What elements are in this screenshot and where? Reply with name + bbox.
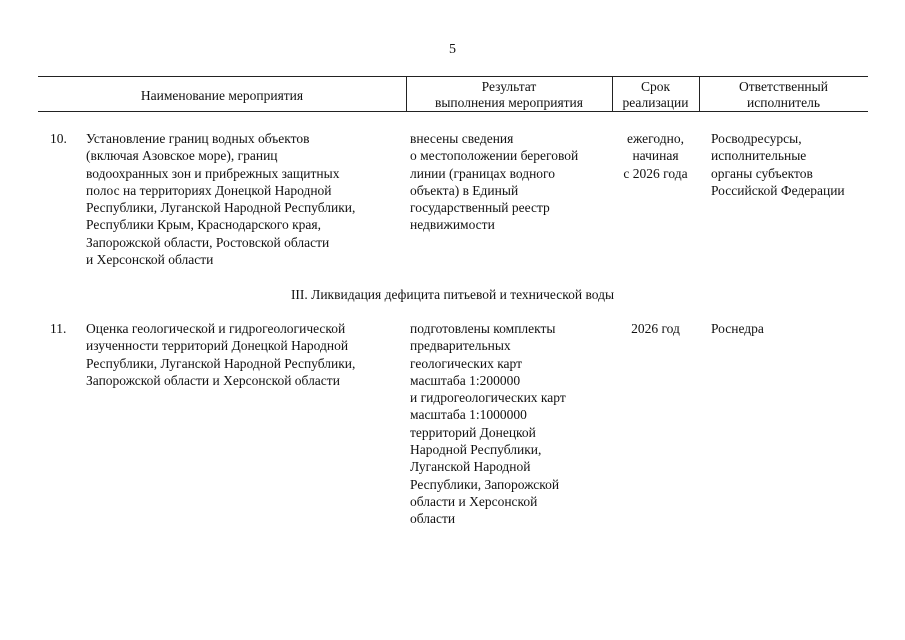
row-responsible: Роснедра <box>711 321 764 336</box>
section-title: III. Ликвидация дефицита питьевой и технической воды <box>290 287 615 302</box>
header-responsible: Ответственный исполнитель <box>739 79 828 110</box>
row-number: 11. <box>50 321 67 336</box>
page-number: 5 <box>449 42 456 57</box>
header-term: Срок реализации <box>622 79 689 110</box>
row-number: 10. <box>50 131 67 146</box>
header-name: Наименование мероприятия <box>140 88 304 103</box>
row-name: Установление границ водных объектов (включая Азовское море), границ водоохранных зон и прибрежных защитных полос на территориях Донецкой Народной Республики, Луганской Народной Республики, Республики Крым, Краснодарского края, Запорожской области, Ростовской области и Херсонской области <box>86 131 356 268</box>
row-term: 2026 год <box>631 321 680 336</box>
header-result: Результат выполнения мероприятия <box>434 79 583 110</box>
table-header-bottom-rule <box>38 111 868 112</box>
row-term: ежегодно, начиная с 2026 года <box>623 131 688 181</box>
row-name: Оценка геологической и гидрогеологической изученности территорий Донецкой Народной Республики, Луганской Народной Республики, Запорожской области и Херсонской области <box>86 321 356 388</box>
row-result: подготовлены комплекты предварительных геологических карт масштаба 1:200000 и гидрогеологических карт масштаба 1:1000000 территорий Донецкой Народной Республики, Луганской Народной Республики, Запорожской области и Херсонской области <box>410 321 566 527</box>
table-header-top-rule <box>38 76 868 77</box>
row-responsible: Росводресурсы, исполнительные органы субъектов Российской Федерации <box>711 131 845 198</box>
row-result: внесены сведения о местоположении береговой линии (границах водного объекта) в Единый государственный реестр недвижимости <box>410 131 579 233</box>
